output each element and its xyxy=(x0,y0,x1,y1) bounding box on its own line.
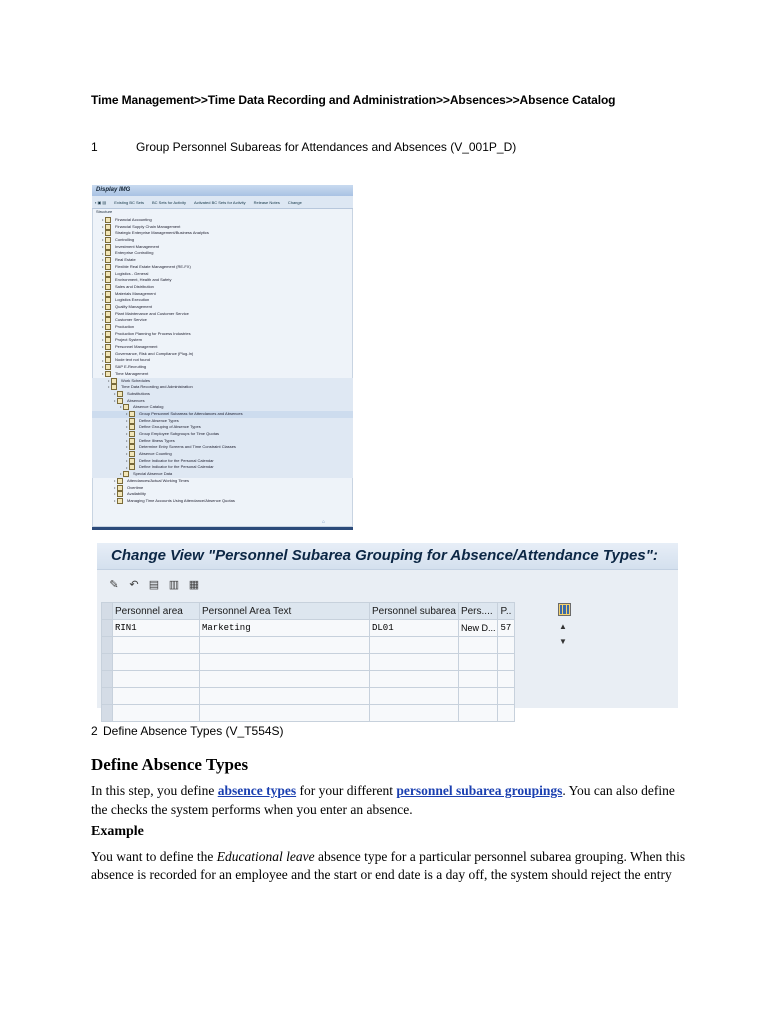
structure-label: Structure xyxy=(96,209,113,214)
folder-icon xyxy=(129,464,135,470)
expand-bullet-icon[interactable]: • xyxy=(126,424,128,430)
folder-icon xyxy=(105,364,111,370)
img-tree-node[interactable] xyxy=(92,451,353,458)
column-header[interactable]: Personnel subarea xyxy=(370,603,459,620)
img-tree-node-label: Group Employee Subgroups for Time Quotas xyxy=(139,431,220,437)
intro-paragraph xyxy=(91,781,691,819)
folder-icon xyxy=(105,357,111,363)
expand-bullet-icon[interactable]: • xyxy=(126,417,128,423)
img-tree-node-label: Logistics Execution xyxy=(115,297,150,303)
expand-bullet-icon[interactable]: • xyxy=(114,397,116,403)
display-img-toolbar xyxy=(92,196,353,209)
cell-pers-subarea-text[interactable]: New D... xyxy=(458,620,498,637)
img-tree-node-label: Financial Accounting xyxy=(115,217,152,223)
table-row[interactable] xyxy=(102,654,515,671)
table-header-row xyxy=(102,603,515,620)
expand-bullet-icon[interactable]: • xyxy=(102,330,104,336)
img-tree-node[interactable] xyxy=(92,418,353,425)
img-tree-node-label: Governance, Risk and Compliance (Plug-In) xyxy=(115,350,194,356)
expand-bullet-icon[interactable]: • xyxy=(102,270,104,276)
display-img-title: Display IMG xyxy=(92,185,353,196)
img-tree-node-label: Real Estate xyxy=(115,257,136,263)
column-header[interactable]: Personnel Area Text xyxy=(200,603,370,620)
display-img-screenshot xyxy=(92,185,353,530)
img-tree-node[interactable] xyxy=(92,271,353,278)
example-heading: Example xyxy=(91,824,144,839)
scroll-down-arrow-icon[interactable]: ▼ xyxy=(559,637,567,646)
empty-cell[interactable] xyxy=(498,637,515,654)
expand-bullet-icon[interactable]: • xyxy=(126,464,128,470)
toolbar-icons: ▪ ▣ ▤ xyxy=(95,199,107,205)
expand-bullet-icon[interactable]: • xyxy=(102,310,104,316)
empty-cell[interactable] xyxy=(370,688,459,705)
img-tree-node-label: Enterprise Controlling xyxy=(115,250,154,256)
img-tree-node-label: Define Grouping of Absence Types xyxy=(139,424,201,430)
folder-icon xyxy=(129,431,135,437)
empty-cell[interactable] xyxy=(113,705,200,722)
table-row[interactable] xyxy=(102,688,515,705)
empty-cell[interactable] xyxy=(200,671,370,688)
empty-cell[interactable] xyxy=(200,688,370,705)
expand-bullet-icon[interactable]: • xyxy=(102,263,104,269)
folder-icon xyxy=(117,398,123,404)
img-tree-node[interactable] xyxy=(92,344,353,351)
folder-icon xyxy=(105,344,111,350)
img-tree-node[interactable] xyxy=(92,371,353,378)
toolbar-item-release-notes[interactable]: Release Notes xyxy=(253,199,280,205)
expand-bullet-icon[interactable]: • xyxy=(102,364,104,370)
step-number: 1 xyxy=(91,140,98,154)
img-tree-node[interactable] xyxy=(92,277,353,284)
expand-bullet-icon[interactable]: • xyxy=(126,431,128,437)
empty-cell[interactable] xyxy=(498,654,515,671)
empty-cell[interactable] xyxy=(113,637,200,654)
empty-cell[interactable] xyxy=(200,637,370,654)
img-tree-node[interactable] xyxy=(92,498,353,505)
img-tree-node[interactable] xyxy=(92,471,353,478)
img-tree-node[interactable] xyxy=(92,237,353,244)
img-tree-node-label: Financial Supply Chain Management xyxy=(115,223,181,229)
select-all-cell[interactable] xyxy=(102,603,113,620)
expand-bullet-icon[interactable]: • xyxy=(114,484,116,490)
img-tree-node-label: Production xyxy=(115,324,135,330)
folder-icon xyxy=(105,237,111,243)
scroll-up-arrow-icon[interactable]: ▲ xyxy=(559,622,567,631)
img-tree-node-label: Work Schedules xyxy=(121,377,151,383)
undo-icon[interactable]: ↶ xyxy=(129,578,139,591)
folder-icon xyxy=(105,291,111,297)
folder-icon xyxy=(105,264,111,270)
img-tree-node-label: Node text not found xyxy=(115,357,150,363)
img-tree-node[interactable] xyxy=(92,431,353,438)
expand-bullet-icon[interactable]: • xyxy=(102,324,104,330)
step-text: Define Absence Types (V_T554S) xyxy=(103,724,284,738)
expand-bullet-icon[interactable]: • xyxy=(102,217,104,223)
folder-icon xyxy=(129,458,135,464)
img-tree-node-label: Overtime xyxy=(127,484,144,490)
img-tree-node-label: Managing Time Accounts Using Attendance/Absence Quotas xyxy=(127,497,235,503)
img-tree-node-label: Personnel Management xyxy=(115,344,158,350)
expand-bullet-icon[interactable]: • xyxy=(108,384,110,390)
folder-icon xyxy=(129,424,135,430)
table-settings-icon[interactable] xyxy=(558,603,571,616)
toolbar-item-change[interactable]: Change xyxy=(287,199,302,205)
change-view-toolbar xyxy=(97,570,678,598)
empty-cell[interactable] xyxy=(458,654,498,671)
footer-mark: ⌂ xyxy=(321,519,325,525)
empty-cell[interactable] xyxy=(498,705,515,722)
empty-cell[interactable] xyxy=(370,671,459,688)
img-tree-node-label: Absence Catalog xyxy=(133,404,164,410)
absence-types-link[interactable]: absence types xyxy=(217,783,297,798)
expand-bullet-icon[interactable]: • xyxy=(102,317,104,323)
img-tree-node-label: Customer Service xyxy=(115,317,147,323)
expand-bullet-icon[interactable]: • xyxy=(126,451,128,457)
empty-cell[interactable] xyxy=(458,688,498,705)
img-tree-node-label: Define Absence Types xyxy=(139,417,179,423)
folder-icon xyxy=(117,485,123,491)
img-tree-node[interactable] xyxy=(92,331,353,338)
toolbar-item-activated-bc-sets[interactable]: Activated BC Sets for Activity xyxy=(194,199,246,205)
expand-bullet-icon[interactable]: • xyxy=(102,357,104,363)
column-header[interactable]: P.. xyxy=(498,603,515,620)
img-tree-node-label: Special Absence Data xyxy=(133,471,173,477)
folder-icon xyxy=(123,404,129,410)
cell-personnel-subarea[interactable]: DL01 xyxy=(370,620,459,637)
folder-icon xyxy=(105,277,111,283)
expand-bullet-icon[interactable]: • xyxy=(102,344,104,350)
expand-bullet-icon[interactable]: • xyxy=(102,337,104,343)
step-1 xyxy=(91,140,516,154)
img-tree-node[interactable] xyxy=(92,337,353,344)
img-tree-node[interactable] xyxy=(92,391,353,398)
expand-bullet-icon[interactable]: • xyxy=(102,230,104,236)
expand-bullet-icon[interactable]: • xyxy=(120,471,122,477)
change-view-panel xyxy=(97,543,678,708)
column-header[interactable]: Pers.... xyxy=(458,603,498,620)
img-tree-node[interactable] xyxy=(92,257,353,264)
cell-personnel-area[interactable]: RIN1 xyxy=(113,620,200,637)
img-tree-node[interactable] xyxy=(92,291,353,298)
expand-bullet-icon[interactable]: • xyxy=(120,404,122,410)
empty-cell[interactable] xyxy=(370,654,459,671)
folder-icon xyxy=(105,271,111,277)
expand-bullet-icon[interactable]: • xyxy=(102,297,104,303)
empty-cell[interactable] xyxy=(498,688,515,705)
emphasis-text: Educational leave xyxy=(216,849,315,864)
expand-bullet-icon[interactable]: • xyxy=(114,497,116,503)
empty-cell[interactable] xyxy=(200,654,370,671)
expand-bullet-icon[interactable]: • xyxy=(114,477,116,483)
expand-bullet-icon[interactable]: • xyxy=(102,223,104,229)
folder-icon xyxy=(105,297,111,303)
expand-bullet-icon[interactable]: • xyxy=(102,304,104,309)
empty-cell[interactable] xyxy=(113,671,200,688)
empty-cell[interactable] xyxy=(498,671,515,688)
img-tree-node[interactable] xyxy=(92,317,353,324)
img-tree-node-label: Group Personnel Subareas for Attendances and Absences xyxy=(139,411,243,416)
img-tree-node-label: Time Management xyxy=(115,370,149,376)
section-heading: Define Absence Types xyxy=(91,755,249,774)
img-tree-node[interactable] xyxy=(92,438,353,445)
folder-icon xyxy=(105,331,111,337)
table-row[interactable] xyxy=(102,671,515,688)
toolbar-item-bc-sets-activity[interactable]: BC Sets for Activity xyxy=(152,199,187,205)
img-tree-node-label: Investment Management xyxy=(115,243,160,249)
copy-as-icon[interactable]: ▥ xyxy=(168,578,180,591)
folder-icon xyxy=(105,337,111,343)
folder-icon xyxy=(105,244,111,250)
folder-icon xyxy=(123,471,129,477)
img-tree-node-label: Define Illness Types xyxy=(139,437,175,443)
img-tree-node[interactable] xyxy=(92,411,353,418)
img-tree-node[interactable] xyxy=(92,244,353,251)
table-row[interactable] xyxy=(102,620,515,637)
subarea-table xyxy=(101,602,515,722)
folder-icon xyxy=(117,478,123,484)
expand-bullet-icon[interactable]: • xyxy=(114,491,116,497)
folder-icon xyxy=(105,324,111,330)
example-paragraph xyxy=(91,848,691,884)
folder-icon xyxy=(117,491,123,497)
empty-cell[interactable] xyxy=(200,705,370,722)
img-tree-node-label: Logistics - General xyxy=(115,270,149,276)
img-tree-node[interactable] xyxy=(92,491,353,498)
row-selector[interactable] xyxy=(102,671,113,688)
folder-icon xyxy=(105,250,111,256)
expand-bullet-icon[interactable]: • xyxy=(126,457,128,463)
expand-bullet-icon[interactable]: • xyxy=(102,250,104,256)
personnel-subarea-groupings-link[interactable]: personnel subarea groupings xyxy=(396,783,563,798)
folder-icon xyxy=(105,304,111,310)
img-tree-node[interactable] xyxy=(92,304,353,311)
img-tree-node-label: Plant Maintenance and Customer Service xyxy=(115,310,189,316)
img-tree-node[interactable] xyxy=(92,478,353,485)
img-tree-node-label: Define Indicator for the Personal Calendar xyxy=(139,464,214,470)
img-tree-node[interactable] xyxy=(92,357,353,364)
expand-bullet-icon[interactable]: • xyxy=(102,257,104,263)
expand-bullet-icon[interactable]: • xyxy=(102,243,104,249)
row-selector[interactable] xyxy=(102,620,113,637)
expand-bullet-icon[interactable]: • xyxy=(108,377,110,383)
step-2 xyxy=(91,724,284,738)
folder-icon xyxy=(111,378,117,384)
img-tree-node[interactable] xyxy=(92,424,353,431)
folder-icon xyxy=(105,317,111,323)
img-tree-node-label: Environment, Health and Safety xyxy=(115,277,172,283)
img-tree-node-label: Strategic Enterprise Management/Business Analytics xyxy=(115,230,209,236)
img-tree-node-label: Substitutions xyxy=(127,390,150,396)
img-tree-node-label: Project System xyxy=(115,337,142,343)
paragraph-text: absence type for a particular personnel subarea grouping. When this absence is recorded for an employee and the start or end date is a day off, the system should reject the entry xyxy=(91,849,686,882)
row-selector[interactable] xyxy=(102,705,113,722)
img-tree-node[interactable] xyxy=(92,444,353,451)
folder-icon xyxy=(117,391,123,397)
folder-icon xyxy=(105,311,111,317)
cell-grouping[interactable]: 57 xyxy=(498,620,515,637)
img-tree-node-label: Flexible Real Estate Management (RE-FX) xyxy=(115,263,191,269)
empty-cell[interactable] xyxy=(458,705,498,722)
img-tree-node[interactable] xyxy=(92,217,353,224)
change-view-title: Change View "Personnel Subarea Grouping for Absence/Attendance Types": xyxy=(97,543,678,570)
expand-bullet-icon[interactable]: • xyxy=(126,444,128,450)
img-tree-node-label: Production Planning for Process Industries xyxy=(115,330,191,336)
expand-bullet-icon[interactable]: • xyxy=(126,411,128,416)
img-tree-node[interactable] xyxy=(92,384,353,391)
expand-bullet-icon[interactable]: • xyxy=(102,350,104,356)
paragraph-text: for your different xyxy=(296,783,397,798)
expand-bullet-icon[interactable]: • xyxy=(102,290,104,296)
img-tree-node-label: Attendances/Actual Working Times xyxy=(127,477,189,483)
folder-icon xyxy=(105,230,111,236)
folder-icon xyxy=(111,384,117,390)
img-tree-node-label: Absence Counting xyxy=(139,451,172,457)
empty-cell[interactable] xyxy=(113,654,200,671)
img-tree-node-label: Quality Management xyxy=(115,304,152,309)
new-entries-icon[interactable]: ▤ xyxy=(148,578,160,591)
expand-bullet-icon[interactable]: • xyxy=(114,390,116,396)
folder-icon xyxy=(105,371,111,377)
table-row[interactable] xyxy=(102,637,515,654)
breadcrumb: Time Management>>Time Data Recording and Administration>>Absences>>Absence Catalog xyxy=(91,93,616,107)
cell-personnel-area-text[interactable]: Marketing xyxy=(200,620,370,637)
img-tree-node-label: Materials Management xyxy=(115,290,156,296)
img-tree-node[interactable] xyxy=(92,485,353,492)
empty-cell[interactable] xyxy=(458,671,498,688)
folder-icon xyxy=(129,451,135,457)
folder-icon xyxy=(105,284,111,290)
empty-cell[interactable] xyxy=(458,637,498,654)
img-tree-node[interactable] xyxy=(92,264,353,271)
img-tree-node[interactable] xyxy=(92,378,353,385)
img-tree-node-label: SAP E-Recruiting xyxy=(115,364,147,370)
img-tree-node-label: Controlling xyxy=(115,237,135,243)
expand-bullet-icon[interactable]: • xyxy=(102,283,104,289)
img-tree-node-label: Define Indicator for the Personal Calendar xyxy=(139,457,214,463)
img-tree-node-label: Determine Entry Screens and Time Constraint Classes xyxy=(139,444,236,450)
empty-cell[interactable] xyxy=(370,637,459,654)
img-tree-node[interactable] xyxy=(92,364,353,371)
img-tree-node[interactable] xyxy=(92,351,353,358)
expand-bullet-icon[interactable]: • xyxy=(102,370,104,376)
img-tree-node-label: Time Data Recording and Administration xyxy=(121,384,193,390)
img-tree-node[interactable] xyxy=(92,311,353,318)
toolbar-item-existing-bc-sets[interactable]: Existing BC Sets xyxy=(114,199,144,205)
img-tree-node[interactable] xyxy=(92,224,353,231)
img-tree-node[interactable] xyxy=(92,458,353,465)
img-tree-node[interactable] xyxy=(92,398,353,405)
empty-cell[interactable] xyxy=(113,688,200,705)
step-number: 2 xyxy=(91,724,98,738)
display-change-icon[interactable]: ✎ xyxy=(109,578,119,591)
folder-icon xyxy=(105,257,111,263)
expand-bullet-icon[interactable]: • xyxy=(126,437,128,443)
folder-icon xyxy=(105,351,111,357)
folder-icon xyxy=(105,217,111,223)
img-tree-node[interactable] xyxy=(92,404,353,411)
img-tree-node[interactable] xyxy=(92,284,353,291)
row-selector[interactable] xyxy=(102,654,113,671)
folder-icon xyxy=(129,438,135,444)
img-tree-node[interactable] xyxy=(92,250,353,257)
img-tree-node[interactable] xyxy=(92,324,353,331)
paragraph-text: In this step, you define xyxy=(91,783,218,798)
expand-bullet-icon[interactable]: • xyxy=(102,237,104,243)
table-row[interactable] xyxy=(102,705,515,722)
paragraph-text: . You can also define the checks the system performs when you enter an absence. xyxy=(91,783,675,817)
img-tree-node-label: Absences xyxy=(127,397,145,403)
folder-icon xyxy=(117,498,123,504)
folder-icon xyxy=(105,224,111,230)
img-tree-node[interactable] xyxy=(92,230,353,237)
delete-icon[interactable]: ▦ xyxy=(188,578,200,591)
img-tree-node[interactable] xyxy=(92,464,353,471)
img-tree xyxy=(92,215,353,505)
img-tree-node[interactable] xyxy=(92,297,353,304)
step-text: Group Personnel Subareas for Attendances and Absences (V_001P_D) xyxy=(136,140,517,154)
column-header[interactable]: Personnel area xyxy=(113,603,200,620)
img-tree-node-label: Availability xyxy=(127,491,146,497)
img-tree-node-label: Sales and Distribution xyxy=(115,283,154,289)
paragraph-text: You want to define the xyxy=(91,849,217,864)
folder-icon xyxy=(129,444,135,450)
expand-bullet-icon[interactable]: • xyxy=(102,277,104,283)
folder-icon xyxy=(129,411,135,417)
row-selector[interactable] xyxy=(102,637,113,654)
empty-cell[interactable] xyxy=(370,705,459,722)
row-selector[interactable] xyxy=(102,688,113,705)
folder-icon xyxy=(129,418,135,424)
